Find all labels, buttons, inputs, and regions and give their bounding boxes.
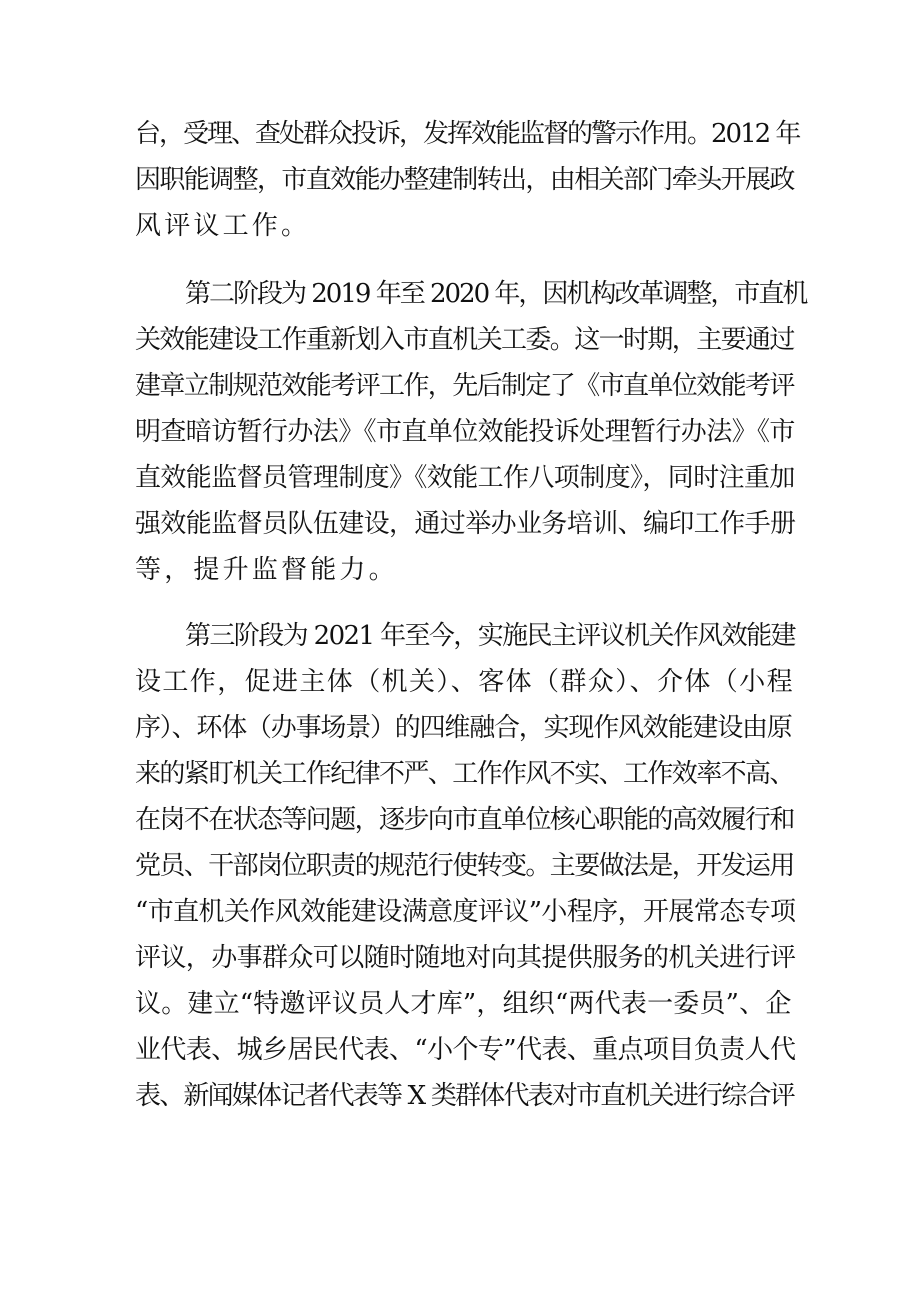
paragraph-2-line-5: 直效能监督员管理制度》《效能工作八项制度》，同时注重加 bbox=[135, 463, 795, 493]
paragraph-2-line-7: 等，提升监督能力。 bbox=[135, 555, 398, 585]
paragraph-3-line-3: 序）、环体（办事场景）的四维融合，实现作风效能建设由原 bbox=[135, 713, 792, 743]
paragraph-3-line-10: 业代表、城乡居民代表、“小个专”代表、重点项目负责人代 bbox=[135, 1035, 796, 1065]
paragraph-2-line-2: 关效能建设工作重新划入市直机关工委。这一时期，主要通过 bbox=[135, 325, 794, 355]
paragraph-3-line-7: “市直机关作风效能建设满意度评议”小程序，开展常态专项 bbox=[135, 897, 796, 927]
paragraph-2-line-6: 强效能监督员队伍建设，通过举办业务培训、编印工作手册 bbox=[135, 509, 796, 539]
paragraph-3-line-2: 设工作，促进主体（机关）、客体（群众）、介体（小程 bbox=[135, 667, 795, 697]
paragraph-3-line-5: 在岗不在状态等问题，逐步向市直单位核心职能的高效履行和 bbox=[135, 805, 794, 835]
paragraph-3-line-8: 评议，办事群众可以随时随地对向其提供服务的机关进行评 bbox=[135, 943, 796, 973]
paragraph-2-line-3: 建章立制规范效能考评工作，先后制定了《市直单位效能考评 bbox=[135, 371, 794, 401]
paragraph-2-line-1: 第二阶段为 2019 年至 2020 年，因机构改革调整，市直机 bbox=[185, 279, 807, 309]
paragraph-1-line-3: 风评议工作。 bbox=[135, 211, 311, 241]
paragraph-1-line-2: 因职能调整，市直效能办整建制转出，由相关部门牵头开展政 bbox=[135, 165, 794, 195]
paragraph-3-line-4: 来的紧盯机关工作纪律不严、工作作风不实、工作效率不高、 bbox=[135, 759, 794, 789]
paragraph-1-line-1: 台，受理、查处群众投诉，发挥效能监督的警示作用。2012 年 bbox=[135, 119, 800, 149]
paragraph-3-line-6: 党员、干部岗位职责的规范行使转变。主要做法是，开发运用 bbox=[135, 851, 794, 881]
paragraph-3-line-9: 议。建立“特邀评议员人才库”，组织“两代表一委员”、企 bbox=[135, 989, 792, 1019]
paragraph-2-line-4: 明查暗访暂行办法》《市直单位效能投诉处理暂行办法》《市 bbox=[135, 417, 795, 447]
paragraph-3-line-11: 表、新闻媒体记者代表等 X 类群体代表对市直机关进行综合评 bbox=[135, 1081, 794, 1111]
paragraph-3-line-1: 第三阶段为 2021 年至今，实施民主评议机关作风效能建 bbox=[185, 621, 795, 651]
